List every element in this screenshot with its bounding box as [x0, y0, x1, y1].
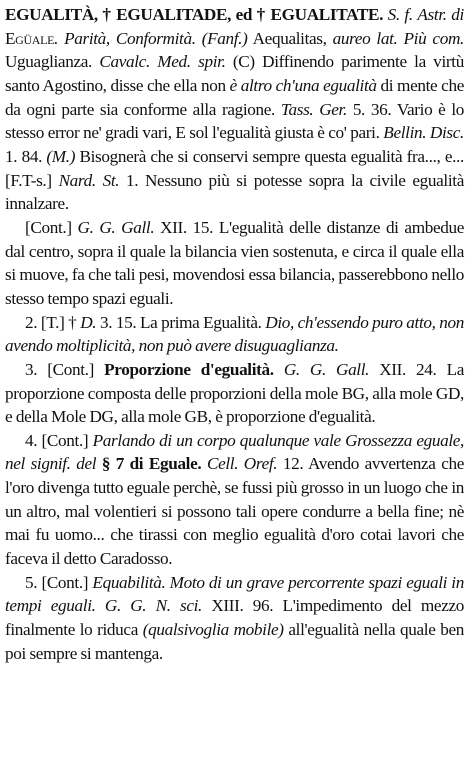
quote-cavalca-end: di mente che da ogni parte sia conforme alla ragione.	[5, 75, 464, 119]
latin-note: aureo lat. Più com.	[332, 28, 464, 48]
sense-2-marker: 2. [T.] †	[25, 312, 77, 332]
quote-bellini: Bisognerà che si conservi sempre questa egualità fra..., e... [F.T-s.]	[5, 146, 464, 190]
sense-2	[5, 311, 464, 358]
citation-galileo: G. G. Gall.	[77, 217, 155, 237]
quote-cavalca-emph: è altro ch'una egualità	[229, 75, 377, 95]
quote-dante: 3. 15. La prima Egualità.	[99, 312, 262, 332]
citation-tasso: Tass. Ger.	[280, 99, 347, 119]
source-fanf: (Fanf.)	[201, 28, 248, 48]
quote-nardi: 1. Nessuno più si potesse sopra la civile egualità innalzare.	[5, 170, 464, 214]
quote-tasso: 5. 36. Vario è lo stesso error ne' gradi vari, E sol l'egualità giusta è co' pari.	[5, 99, 464, 143]
headword: EGUALITÀ, † EGUALITADE, ed † EGUALITATE.	[5, 5, 384, 24]
derivation-label: Astr. di	[417, 5, 464, 24]
sense-4-definition: Parlando di un corpo qualunque vale Grossezza eguale, nel signif. del	[5, 430, 464, 474]
sense-4	[5, 429, 464, 571]
part-of-speech: S. f.	[387, 5, 413, 24]
citation-dante: D.	[80, 312, 97, 332]
quote-galileo-3-end: all'egualità nella quale ben poi sempre si mantenga.	[5, 620, 464, 663]
quote-galileo: XII. 15. L'egualità delle distanze di ambedue dal centro, sopra il quale la bilancia vien sostenuta, e circa il quale ella si muove, fa che tali pesi, movendosi essa bilancia, passerebbono nello stesso tempo spazi eguali.	[5, 217, 464, 308]
derivation-word: Egüale	[5, 28, 55, 48]
sense-4-ref-word: Eguale.	[148, 454, 202, 474]
common-synonym: Uguaglianza.	[5, 52, 92, 72]
quote-galileo-3: XIII. 96. L'impedimento del mezzo finalmente lo riduca	[5, 596, 464, 640]
quote-dante-gloss: Dio, ch'essendo puro atto, non avendo moltiplicità, non può avere disuguaglianza.	[5, 312, 464, 356]
synonyms: . Parità, Conformità.	[54, 28, 196, 48]
sense-5-marker: 5. [Cont.]	[25, 572, 89, 592]
citation-nardi: Nard. St.	[58, 170, 120, 190]
citation-cellini: Cell. Oref.	[206, 454, 278, 474]
sense-5-definition: Equabilità. Moto di un grave percorrente spazi eguali in tempi eguali. G. G. N. sci.	[5, 572, 464, 616]
quote-galileo-3-paren: (qualsivoglia mobile)	[142, 620, 284, 640]
citation-cavalca: Cavalc. Med. spir.	[99, 52, 226, 72]
sense-5	[5, 571, 464, 666]
sense-3	[5, 358, 464, 429]
quote-cellini: 12. Avendo avvertenza che l'oro divenga tutto eguale perchè, se fussi più grosso in un luogo che in un altro, mal volentieri si possono tali opere condurre a bella fine; nè mai fu uomo... che tirassi con meglio egualità d'oro cotai lavori che faceva il detto Caradosso.	[5, 454, 464, 569]
entry-main-paragraph	[5, 3, 464, 216]
cont-paragraph	[5, 216, 464, 311]
citation-bellini: Bellin. Disc.	[383, 123, 464, 143]
quote-cavalca: (C) Diffinendo parimente la virtù santo Agostino, disse che ella non	[5, 52, 464, 95]
citation-galileo-2: G. G. Gall.	[283, 359, 370, 379]
quote-galileo-2: XII. 24. La proporzione composta delle proporzioni della mole BG, alla mole GD, e della Mole DG, alla mole GB, è proporzione d'egualità.	[5, 359, 464, 427]
citation-bellini-ref: 1. 84.	[5, 146, 43, 166]
sense-4-ref: § 7 di	[101, 454, 144, 474]
source-m: (M.)	[46, 146, 76, 166]
latin-term: Aequalitas,	[252, 28, 327, 48]
sense-4-marker: 4. [Cont.]	[25, 430, 89, 450]
sense-3-marker: 3. [Cont.]	[25, 359, 94, 379]
sense-3-term: Proporzione d'egualità.	[104, 359, 274, 379]
cont-marker: [Cont.]	[25, 217, 72, 237]
